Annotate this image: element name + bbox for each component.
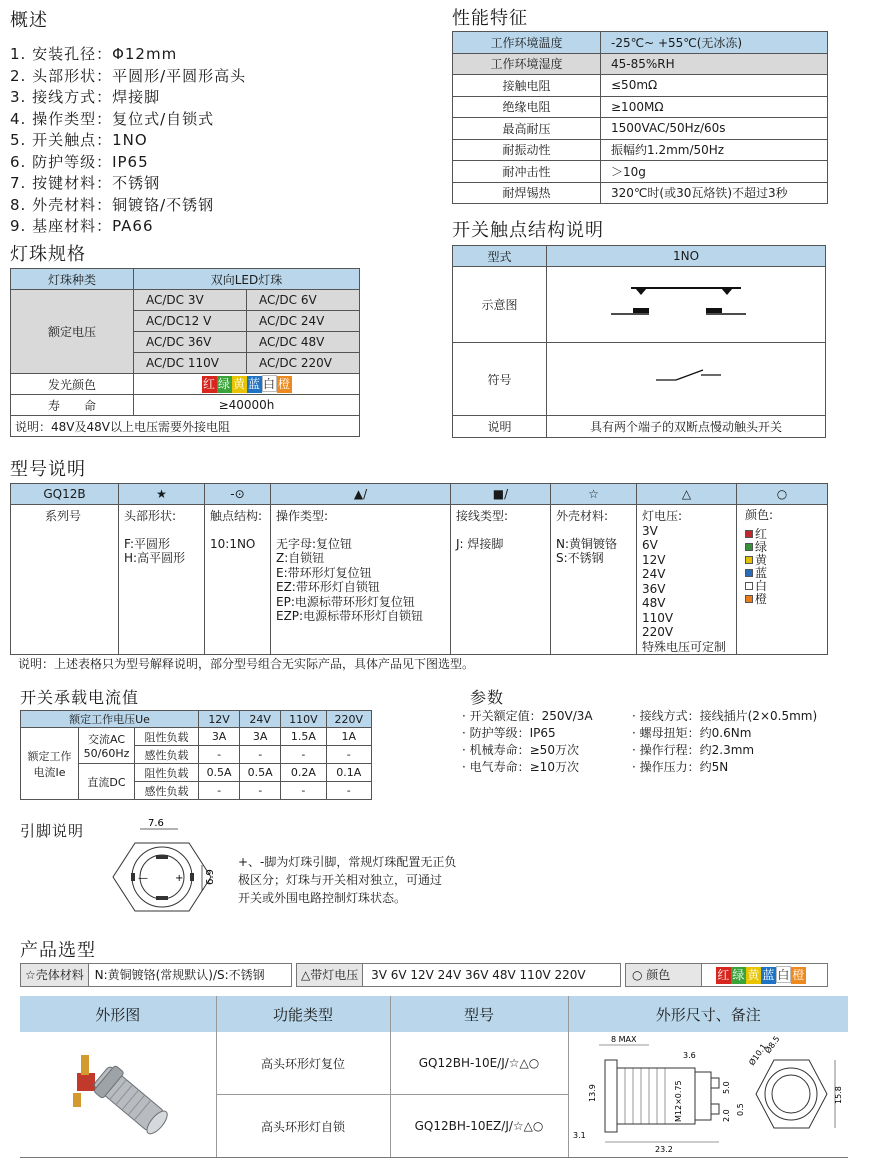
color-box xyxy=(625,963,828,987)
contact-diagram xyxy=(547,267,826,343)
model-line: 110V xyxy=(642,610,674,625)
model-column-6 xyxy=(551,505,637,655)
model-line: 触点结构: xyxy=(210,509,263,523)
params-title: 参数 xyxy=(470,688,505,707)
led-color-chips xyxy=(134,374,360,395)
product-image-cell xyxy=(20,1032,216,1158)
performance-label: 最高耐压 xyxy=(453,118,601,140)
led-note: 说明：48V及48V以上电压需要外接电阻 xyxy=(11,416,360,437)
performance-row xyxy=(453,139,828,161)
overview-item: 7. 按键材料：不锈钢 xyxy=(10,174,161,192)
color-chip: 橙 xyxy=(792,968,805,982)
current-cell: - xyxy=(326,746,371,764)
param-line: +、-脚为灯珠引脚，常规灯珠配置无正负 xyxy=(238,855,457,869)
lamp-voltage-value: 3V 6V 12V 24V 36V 48V 110V 220V xyxy=(371,968,586,982)
model-line xyxy=(124,524,200,537)
model-body-row xyxy=(11,505,828,655)
dim-label: Ø10.1 xyxy=(746,1042,768,1068)
model-column-1 xyxy=(11,505,119,655)
params-left-list xyxy=(462,708,593,776)
current-dc-label: 直流DC xyxy=(79,764,135,800)
current-header: 220V xyxy=(326,711,371,728)
current-header: 110V xyxy=(281,711,326,728)
contact-diagram-icon xyxy=(551,268,821,338)
model-line: 10:1NO xyxy=(210,536,256,551)
performance-value: 振幅约1.2mm/50Hz xyxy=(601,139,828,161)
shell-material-box xyxy=(20,963,292,987)
current-table xyxy=(20,710,372,800)
shell-material-label: ☆壳体材料 xyxy=(21,964,89,986)
current-header: 12V xyxy=(199,711,240,728)
selection-header: 外形图 xyxy=(20,996,216,1032)
param-line: 极区分；灯珠与开关相对独立，可通过 xyxy=(238,873,443,887)
model-line: EP:电源标带环形灯复位钮 xyxy=(276,594,415,609)
led-title: 灯珠规格 xyxy=(10,244,86,265)
dim-label: 5.0 xyxy=(721,1081,731,1094)
led-voltage: AC/DC 48V xyxy=(247,332,360,353)
overview-item: 5. 开关触点：1NO xyxy=(10,131,148,149)
color-chips xyxy=(706,968,806,982)
contact-title: 开关触点结构说明 xyxy=(452,220,604,241)
model-line: 外壳材料: xyxy=(556,509,609,523)
led-life-value: ≥40000h xyxy=(134,395,360,416)
color-chip: 白 xyxy=(262,377,275,391)
pin-dim-height: 6.9 xyxy=(205,869,216,885)
model-header-cell: GQ12B xyxy=(11,484,119,505)
model-line: 特殊电压可定制 xyxy=(642,639,727,654)
performance-value: 45-85%RH xyxy=(601,53,828,75)
selection-table xyxy=(20,996,848,1158)
color-chip: 绿 xyxy=(217,377,230,391)
color-chip: 黄 xyxy=(747,968,760,982)
model-line: Z:自锁钮 xyxy=(276,551,325,565)
current-ac-label: 交流AC 50/60Hz xyxy=(79,728,135,764)
pins-description xyxy=(238,853,456,907)
dim-label: 0.5 xyxy=(735,1103,745,1116)
color-chip: 红 xyxy=(717,968,730,982)
led-type-value: 双向LED灯珠 xyxy=(134,269,360,290)
led-color-label: 发光颜色 xyxy=(11,374,134,395)
dimension-drawing-icon xyxy=(569,1032,847,1154)
model-line: 24V xyxy=(642,567,666,581)
dim-label: 15.8 xyxy=(833,1086,843,1104)
selection-title: 产品选型 xyxy=(20,940,96,961)
overview-section xyxy=(10,6,246,238)
model-column-4 xyxy=(271,505,451,655)
current-cell: - xyxy=(199,746,240,764)
current-cell: - xyxy=(281,782,326,800)
param-line: 开关或外围电路控制灯珠状态。 xyxy=(238,891,407,905)
model-number: GQ12BH-10E/J/☆△○ xyxy=(390,1032,568,1095)
performance-label: 工作环境温度 xyxy=(453,32,601,54)
performance-row xyxy=(453,32,828,54)
overview-item: 8. 外壳材料：铜镀铬/不锈钢 xyxy=(10,195,215,214)
led-voltage-label: 额定电压 xyxy=(11,290,134,374)
model-color-label: 蓝 xyxy=(755,566,768,580)
dim-label: 2.0 xyxy=(721,1109,731,1122)
model-line: 220V xyxy=(642,625,674,639)
performance-label: 耐焊锡热 xyxy=(453,182,601,204)
performance-row xyxy=(453,182,828,204)
model-table xyxy=(10,483,828,655)
overview-item: 6. 防护等级：IP65 xyxy=(10,152,149,171)
function-type: 高头环形灯复位 xyxy=(216,1032,390,1095)
color-chip: 绿 xyxy=(732,968,745,982)
color-swatch-icon xyxy=(745,582,753,590)
led-voltage: AC/DC12 V xyxy=(134,311,247,332)
led-voltage: AC/DC 6V xyxy=(247,290,360,311)
param-line: · 防护等级：IP65 xyxy=(462,726,556,740)
dim-label: 8 MAX xyxy=(610,1035,636,1044)
performance-row xyxy=(453,118,828,140)
model-line: F:平圆形 xyxy=(124,536,171,551)
pins-title: 引脚说明 xyxy=(20,822,85,840)
current-cell: - xyxy=(326,782,371,800)
model-header-cell: -⊙ xyxy=(205,484,271,505)
param-line: · 开关额定值：250V/3A xyxy=(462,709,593,723)
model-line: E:带环形灯复位钮 xyxy=(276,565,372,580)
param-line: · 接线方式：接线插片(2×0.5mm) xyxy=(632,709,818,723)
model-color-label: 绿 xyxy=(755,540,768,554)
performance-label: 耐冲击性 xyxy=(453,161,601,183)
color-swatch-icon xyxy=(745,530,753,538)
current-cell: 0.5A xyxy=(199,764,240,782)
model-line: 颜色: xyxy=(745,508,774,522)
performance-section xyxy=(452,4,528,30)
current-cell: 0.2A xyxy=(281,764,326,782)
current-cell: 3A xyxy=(199,728,240,746)
model-line: EZ:带环形灯自锁钮 xyxy=(276,580,380,594)
svg-text:—: — xyxy=(138,873,148,884)
model-line: 36V xyxy=(642,581,666,596)
model-column-3 xyxy=(205,505,271,655)
switch-symbol-icon xyxy=(551,348,821,408)
selection-header: 功能类型 xyxy=(216,996,390,1032)
current-cell: 阻性负载 xyxy=(135,728,199,746)
performance-row xyxy=(453,75,828,97)
current-cell: - xyxy=(281,746,326,764)
model-line: 系列号 xyxy=(45,509,82,523)
current-cell: - xyxy=(240,746,281,764)
performance-value: 320℃时(或30瓦烙铁)不超过3秒 xyxy=(601,182,828,204)
contact-symbol xyxy=(547,343,826,416)
model-line: 头部形状: xyxy=(124,509,177,523)
param-line: · 操作压力：约5N xyxy=(632,760,729,774)
product-photo-icon xyxy=(53,1043,183,1143)
model-color-label: 白 xyxy=(755,579,768,593)
performance-row xyxy=(453,161,828,183)
led-life-label: 寿 命 xyxy=(11,395,134,416)
params-right-list xyxy=(632,708,817,776)
current-header: 额定工作电压Ue xyxy=(21,711,199,728)
model-color-label: 黄 xyxy=(755,553,768,567)
model-line: 无字母:复位钮 xyxy=(276,536,353,551)
model-line: J: 焊接脚 xyxy=(456,536,504,551)
led-voltage: AC/DC 110V xyxy=(134,353,247,374)
current-cell: 感性负载 xyxy=(135,746,199,764)
selection-header: 外形尺寸、备注 xyxy=(568,996,848,1032)
model-header-row xyxy=(11,484,828,505)
dimension-drawing-cell xyxy=(568,1032,848,1158)
shell-material-value: N:黄铜镀铬(常规默认)/S:不锈钢 xyxy=(94,968,265,982)
color-chip: 橙 xyxy=(277,377,290,391)
led-voltage: AC/DC 24V xyxy=(247,311,360,332)
overview-item: 4. 操作类型：复位式/自锁式 xyxy=(10,109,215,128)
model-line: 灯电压: xyxy=(642,509,683,523)
current-cell: 1A xyxy=(326,728,371,746)
color-swatch-icon xyxy=(745,569,753,577)
led-type-label: 灯珠种类 xyxy=(11,269,134,290)
overview-item: 3. 接线方式：焊接脚 xyxy=(10,88,161,106)
performance-value: ＞10g xyxy=(601,161,828,183)
color-chip: 黄 xyxy=(232,377,245,391)
performance-row xyxy=(453,53,828,75)
current-cell: 0.5A xyxy=(240,764,281,782)
model-header-cell: ▲/ xyxy=(271,484,451,505)
overview-item: 9. 基座材料：PA66 xyxy=(10,217,154,235)
overview-list xyxy=(10,44,246,238)
led-voltage: AC/DC 36V xyxy=(134,332,247,353)
current-cell: 1.5A xyxy=(281,728,326,746)
param-line: · 电气寿命：≥10万次 xyxy=(462,760,579,774)
model-line: 12V xyxy=(642,552,666,567)
performance-label: 耐振动性 xyxy=(453,139,601,161)
performance-label: 接触电阻 xyxy=(453,75,601,97)
overview-item: 1. 安装孔径：Φ12mm xyxy=(10,45,178,63)
performance-title: 性能特征 xyxy=(452,8,528,29)
contact-diagram-label: 示意图 xyxy=(453,267,547,343)
model-line: 48V xyxy=(642,596,666,610)
lamp-voltage-box xyxy=(296,963,621,987)
model-line xyxy=(276,524,446,537)
model-header-cell: △ xyxy=(637,484,737,505)
model-line xyxy=(456,524,546,537)
current-cell: 3A xyxy=(240,728,281,746)
contact-type-label: 型式 xyxy=(453,246,547,267)
contact-desc-label: 说明 xyxy=(453,416,547,438)
model-line: 接线类型: xyxy=(456,509,509,523)
dim-label: Ø8.5 xyxy=(762,1034,782,1056)
led-voltage: AC/DC 3V xyxy=(134,290,247,311)
svg-text:+: + xyxy=(175,873,184,884)
performance-value: 1500VAC/50Hz/60s xyxy=(601,118,828,140)
current-title: 开关承载电流值 xyxy=(20,688,140,707)
current-main-label: 额定工作电流Ie xyxy=(21,728,79,800)
overview-title: 概述 xyxy=(10,10,48,31)
dim-label: 3.6 xyxy=(682,1051,696,1060)
dim-label: M12×0.75 xyxy=(673,1080,683,1122)
model-line: S:不锈钢 xyxy=(556,551,604,565)
performance-row xyxy=(453,96,828,118)
performance-label: 绝缘电阻 xyxy=(453,96,601,118)
contact-symbol-label: 符号 xyxy=(453,343,547,416)
color-chip: 蓝 xyxy=(762,968,775,982)
lamp-voltage-label: △带灯电压 xyxy=(297,964,363,986)
dim-label: 3.1 xyxy=(572,1131,586,1140)
pin-diagram-icon xyxy=(105,815,225,925)
performance-value: ≥100MΩ xyxy=(601,96,828,118)
pin-dim-width: 7.6 xyxy=(148,818,164,829)
model-header-cell: ○ xyxy=(737,484,828,505)
contact-type-value: 1NO xyxy=(547,246,826,267)
color-chip: 蓝 xyxy=(247,377,260,391)
function-type: 高头环形灯自锁 xyxy=(216,1095,390,1158)
contact-desc-value: 具有两个端子的双断点慢动触头开关 xyxy=(547,416,826,438)
performance-label: 工作环境湿度 xyxy=(453,53,601,75)
model-header-cell: ☆ xyxy=(551,484,637,505)
model-column-8 xyxy=(737,505,828,655)
performance-table xyxy=(452,31,828,204)
current-cell: - xyxy=(199,782,240,800)
model-line: EZP:电源标带环形灯自锁钮 xyxy=(276,609,424,623)
model-column-5 xyxy=(451,505,551,655)
model-note: 说明：上述表格只为型号解释说明，部分型号组合无实际产品，具体产品见下图选型。 xyxy=(18,657,475,671)
model-color-label: 红 xyxy=(755,527,768,541)
color-swatch-icon xyxy=(745,595,753,603)
overview-item: 2. 头部形状：平圆形/平圆形高头 xyxy=(10,66,247,85)
color-label: ○ 颜色 xyxy=(626,964,702,986)
current-cell: - xyxy=(240,782,281,800)
model-column-2 xyxy=(119,505,205,655)
model-header-cell: ■/ xyxy=(451,484,551,505)
current-cell: 阻性负载 xyxy=(135,764,199,782)
model-line: N:黄铜镀铬 xyxy=(556,536,618,551)
current-header: 24V xyxy=(240,711,281,728)
contact-table xyxy=(452,245,826,438)
current-cell: 感性负载 xyxy=(135,782,199,800)
model-line xyxy=(556,524,632,537)
color-chip: 白 xyxy=(777,968,790,982)
param-line: · 机械寿命：≥50万次 xyxy=(462,743,579,757)
color-swatch-icon xyxy=(745,556,753,564)
model-line: 操作类型: xyxy=(276,509,329,523)
model-color-item xyxy=(745,593,823,606)
dim-label: 13.9 xyxy=(587,1084,597,1102)
selection-header: 型号 xyxy=(390,996,568,1032)
model-title: 型号说明 xyxy=(10,459,86,480)
color-swatch-icon xyxy=(745,543,753,551)
model-color-label: 橙 xyxy=(755,592,768,606)
current-cell: 0.1A xyxy=(326,764,371,782)
model-line: H:高平圆形 xyxy=(124,551,186,565)
model-header-cell: ★ xyxy=(119,484,205,505)
performance-value: -25℃~ +55℃(无冰冻) xyxy=(601,32,828,54)
dim-label: 23.2 xyxy=(654,1145,673,1154)
param-line: · 螺母扭矩：约0.6Nm xyxy=(632,726,752,740)
model-line xyxy=(210,524,266,537)
model-number: GQ12BH-10EZ/J/☆△○ xyxy=(390,1095,568,1158)
model-line: 3V xyxy=(642,523,658,538)
led-table xyxy=(10,268,360,437)
model-column-7 xyxy=(637,505,737,655)
model-line: 6V xyxy=(642,538,658,552)
color-chip: 红 xyxy=(202,377,215,391)
led-voltage: AC/DC 220V xyxy=(247,353,360,374)
param-line: · 操作行程：约2.3mm xyxy=(632,743,755,757)
performance-value: ≤50mΩ xyxy=(601,75,828,97)
